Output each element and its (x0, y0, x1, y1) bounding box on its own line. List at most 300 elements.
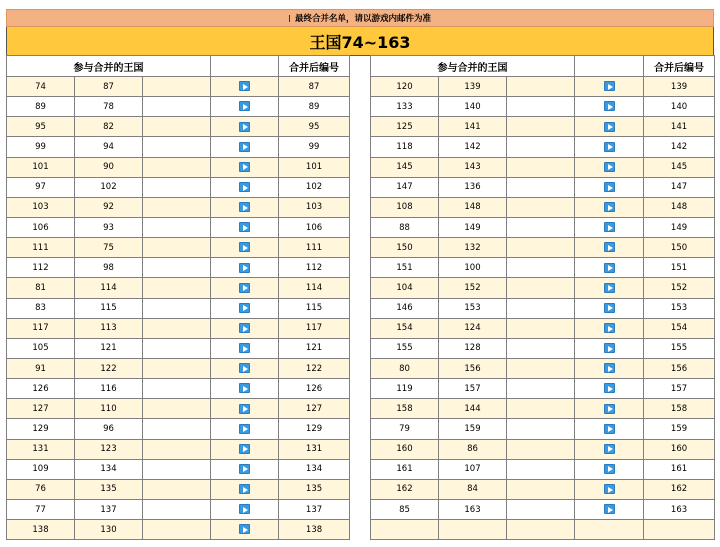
empty-cell (143, 419, 211, 439)
kingdom-b-cell: 149 (439, 217, 507, 237)
empty-cell (507, 520, 575, 540)
kingdom-a-cell: 80 (371, 358, 439, 378)
merged-number-cell: 115 (279, 298, 350, 318)
table-row (371, 197, 715, 217)
page-title: 王国74~163 (6, 27, 714, 56)
arrow-cell (575, 197, 644, 217)
table-row (7, 318, 350, 338)
empty-cell (143, 520, 211, 540)
merged-number-cell: 111 (279, 238, 350, 258)
kingdom-b-cell: 136 (439, 177, 507, 197)
kingdom-b-cell: 128 (439, 338, 507, 358)
kingdom-a-cell: 133 (371, 97, 439, 117)
arrow-cell (211, 379, 279, 399)
kingdom-b-cell: 93 (75, 217, 143, 237)
table-row (371, 479, 715, 499)
merged-number-cell (644, 520, 715, 540)
kingdom-b-cell: 139 (439, 77, 507, 97)
kingdom-b-cell: 135 (75, 479, 143, 499)
arrow-cell (575, 520, 644, 540)
arrow-cell (575, 278, 644, 298)
table-row (371, 399, 715, 419)
kingdom-b-cell: 153 (439, 298, 507, 318)
arrow-cell (211, 278, 279, 298)
merged-number-cell: 153 (644, 298, 715, 318)
play-arrow-icon (604, 504, 615, 514)
kingdom-b-cell: 137 (75, 499, 143, 519)
play-arrow-icon (604, 404, 615, 414)
play-arrow-icon (604, 81, 615, 91)
kingdom-b-cell: 94 (75, 137, 143, 157)
kingdom-a-cell: 127 (7, 399, 75, 419)
merged-number-cell: 147 (644, 177, 715, 197)
table-row (371, 358, 715, 378)
empty-cell (143, 137, 211, 157)
merged-number-cell: 159 (644, 419, 715, 439)
merged-number-cell: 121 (279, 338, 350, 358)
empty-cell (143, 358, 211, 378)
play-arrow-icon (604, 484, 615, 494)
kingdom-b-cell: 163 (439, 499, 507, 519)
play-arrow-icon (604, 142, 615, 152)
table-row (7, 258, 350, 278)
merged-number-cell: 158 (644, 399, 715, 419)
arrow-cell (211, 258, 279, 278)
kingdom-a-cell: 155 (371, 338, 439, 358)
merged-number-cell: 135 (279, 479, 350, 499)
merged-number-cell: 127 (279, 399, 350, 419)
merged-number-cell: 145 (644, 157, 715, 177)
right-table-body (371, 77, 715, 540)
play-arrow-icon (604, 222, 615, 232)
arrow-cell (211, 77, 279, 97)
empty-cell (143, 379, 211, 399)
kingdom-a-cell: 112 (7, 258, 75, 278)
play-arrow-icon (239, 222, 250, 232)
empty-cell (143, 499, 211, 519)
kingdom-b-cell: 87 (75, 77, 143, 97)
empty-cell (143, 197, 211, 217)
table-row (7, 399, 350, 419)
arrow-cell (575, 338, 644, 358)
kingdom-b-cell: 124 (439, 318, 507, 338)
arrow-cell (211, 439, 279, 459)
arrow-cell (575, 177, 644, 197)
kingdom-a-cell: 154 (371, 318, 439, 338)
empty-cell (143, 439, 211, 459)
arrow-cell (211, 137, 279, 157)
notice-marker (289, 15, 290, 22)
empty-cell (507, 238, 575, 258)
table-row (371, 520, 715, 540)
play-arrow-icon (239, 263, 250, 273)
empty-cell (507, 278, 575, 298)
play-arrow-icon (239, 323, 250, 333)
arrow-cell (575, 238, 644, 258)
arrow-cell (211, 117, 279, 137)
arrow-cell (575, 137, 644, 157)
kingdom-b-cell: 98 (75, 258, 143, 278)
kingdom-a-cell: 125 (371, 117, 439, 137)
arrow-cell (211, 399, 279, 419)
table-row (371, 499, 715, 519)
empty-cell (507, 177, 575, 197)
empty-cell (507, 77, 575, 97)
arrow-cell (575, 117, 644, 137)
empty-cell (507, 399, 575, 419)
table-row (371, 439, 715, 459)
kingdom-b-cell: 123 (75, 439, 143, 459)
arrow-cell (575, 379, 644, 399)
empty-cell (143, 97, 211, 117)
table-row (7, 499, 350, 519)
kingdom-b-cell: 141 (439, 117, 507, 137)
kingdom-a-cell: 151 (371, 258, 439, 278)
play-arrow-icon (604, 202, 615, 212)
merged-number-cell: 95 (279, 117, 350, 137)
empty-cell (507, 358, 575, 378)
kingdom-b-cell: 115 (75, 298, 143, 318)
kingdom-a-cell: 119 (371, 379, 439, 399)
kingdom-b-cell: 92 (75, 197, 143, 217)
kingdom-a-cell: 104 (371, 278, 439, 298)
play-arrow-icon (604, 182, 615, 192)
kingdom-a-cell: 74 (7, 77, 75, 97)
merged-number-cell: 160 (644, 439, 715, 459)
header-participating: 参与合并的王国 (7, 56, 211, 77)
arrow-cell (575, 77, 644, 97)
kingdom-b-cell: 157 (439, 379, 507, 399)
play-arrow-icon (239, 343, 250, 353)
kingdom-a-cell: 95 (7, 117, 75, 137)
merged-number-cell: 114 (279, 278, 350, 298)
merged-number-cell: 156 (644, 358, 715, 378)
kingdom-a-cell: 162 (371, 479, 439, 499)
kingdom-a-cell: 88 (371, 217, 439, 237)
empty-cell (507, 217, 575, 237)
kingdom-b-cell: 110 (75, 399, 143, 419)
table-row (7, 439, 350, 459)
kingdom-a-cell: 131 (7, 439, 75, 459)
empty-cell (507, 117, 575, 137)
empty-cell (143, 318, 211, 338)
kingdom-b-cell: 75 (75, 238, 143, 258)
arrow-cell (211, 177, 279, 197)
merged-number-cell: 122 (279, 358, 350, 378)
arrow-cell (575, 399, 644, 419)
play-arrow-icon (239, 101, 250, 111)
notice-bar (6, 9, 714, 27)
table-row (371, 77, 715, 97)
table-row (7, 358, 350, 378)
arrow-cell (575, 439, 644, 459)
empty-cell (143, 117, 211, 137)
table-header-row (7, 56, 350, 77)
header-blank (211, 56, 279, 77)
merged-number-cell: 154 (644, 318, 715, 338)
kingdom-a-cell: 138 (7, 520, 75, 540)
play-arrow-icon (604, 122, 615, 132)
merged-number-cell: 152 (644, 278, 715, 298)
play-arrow-icon (604, 464, 615, 474)
left-merge-table (6, 55, 350, 540)
table-row (371, 278, 715, 298)
empty-cell (507, 97, 575, 117)
arrow-cell (575, 318, 644, 338)
kingdom-b-cell: 159 (439, 419, 507, 439)
arrow-cell (575, 217, 644, 237)
empty-cell (143, 77, 211, 97)
arrow-cell (211, 217, 279, 237)
table-row (371, 238, 715, 258)
merged-number-cell: 102 (279, 177, 350, 197)
play-arrow-icon (239, 524, 250, 534)
kingdom-b-cell: 144 (439, 399, 507, 419)
empty-cell (507, 499, 575, 519)
empty-cell (507, 439, 575, 459)
empty-cell (507, 318, 575, 338)
kingdom-b-cell: 90 (75, 157, 143, 177)
play-arrow-icon (239, 283, 250, 293)
table-row (7, 177, 350, 197)
kingdom-a-cell: 150 (371, 238, 439, 258)
play-arrow-icon (239, 464, 250, 474)
header-merged: 合并后编号 (279, 56, 350, 77)
table-header-row (371, 56, 715, 77)
arrow-cell (211, 358, 279, 378)
kingdom-b-cell: 84 (439, 479, 507, 499)
play-arrow-icon (239, 363, 250, 373)
kingdom-a-cell: 161 (371, 459, 439, 479)
empty-cell (143, 399, 211, 419)
kingdom-a-cell: 111 (7, 238, 75, 258)
merged-number-cell: 150 (644, 238, 715, 258)
play-arrow-icon (604, 383, 615, 393)
play-arrow-icon (239, 444, 250, 454)
table-row (7, 419, 350, 439)
arrow-cell (575, 97, 644, 117)
kingdom-a-cell: 79 (371, 419, 439, 439)
merged-number-cell: 149 (644, 217, 715, 237)
arrow-cell (211, 157, 279, 177)
table-row (371, 379, 715, 399)
kingdom-a-cell: 120 (371, 77, 439, 97)
play-arrow-icon (239, 404, 250, 414)
header-blank (575, 56, 644, 77)
kingdom-a-cell: 106 (7, 217, 75, 237)
play-arrow-icon (604, 242, 615, 252)
play-arrow-icon (604, 101, 615, 111)
table-row (7, 77, 350, 97)
empty-cell (507, 157, 575, 177)
merged-number-cell: 155 (644, 338, 715, 358)
play-arrow-icon (604, 263, 615, 273)
merged-number-cell: 106 (279, 217, 350, 237)
kingdom-a-cell: 85 (371, 499, 439, 519)
empty-cell (507, 258, 575, 278)
kingdom-b-cell: 100 (439, 258, 507, 278)
merged-number-cell: 163 (644, 499, 715, 519)
table-row (371, 137, 715, 157)
table-row (7, 298, 350, 318)
table-row (371, 258, 715, 278)
kingdom-b-cell: 114 (75, 278, 143, 298)
kingdom-a-cell: 117 (7, 318, 75, 338)
table-row (7, 238, 350, 258)
arrow-cell (575, 419, 644, 439)
kingdom-b-cell: 142 (439, 137, 507, 157)
table-row (371, 157, 715, 177)
kingdom-b-cell: 143 (439, 157, 507, 177)
table-row (371, 117, 715, 137)
empty-cell (507, 419, 575, 439)
merged-number-cell: 137 (279, 499, 350, 519)
play-arrow-icon (604, 363, 615, 373)
merged-number-cell: 101 (279, 157, 350, 177)
play-arrow-icon (239, 81, 250, 91)
play-arrow-icon (604, 424, 615, 434)
kingdom-a-cell: 118 (371, 137, 439, 157)
table-row (7, 379, 350, 399)
merged-number-cell: 139 (644, 77, 715, 97)
table-row (7, 137, 350, 157)
merged-number-cell: 99 (279, 137, 350, 157)
kingdom-b-cell: 113 (75, 318, 143, 338)
play-arrow-icon (239, 383, 250, 393)
arrow-cell (575, 358, 644, 378)
arrow-cell (575, 157, 644, 177)
kingdom-b-cell: 152 (439, 278, 507, 298)
arrow-cell (575, 479, 644, 499)
kingdom-a-cell: 77 (7, 499, 75, 519)
merged-number-cell: 89 (279, 97, 350, 117)
kingdom-a-cell: 101 (7, 157, 75, 177)
arrow-cell (575, 298, 644, 318)
kingdom-a-cell: 97 (7, 177, 75, 197)
empty-cell (507, 459, 575, 479)
kingdom-a-cell: 103 (7, 197, 75, 217)
kingdom-b-cell: 134 (75, 459, 143, 479)
table-row (7, 117, 350, 137)
empty-cell (507, 298, 575, 318)
merged-number-cell: 141 (644, 117, 715, 137)
arrow-cell (211, 318, 279, 338)
table-row (371, 217, 715, 237)
table-row (7, 338, 350, 358)
empty-cell (507, 338, 575, 358)
table-row (7, 157, 350, 177)
kingdom-a-cell (371, 520, 439, 540)
empty-cell (507, 479, 575, 499)
arrow-cell (575, 459, 644, 479)
arrow-cell (211, 238, 279, 258)
merged-number-cell: 162 (644, 479, 715, 499)
empty-cell (143, 238, 211, 258)
table-row (7, 197, 350, 217)
table-row (7, 479, 350, 499)
merged-number-cell: 161 (644, 459, 715, 479)
kingdom-b-cell: 78 (75, 97, 143, 117)
table-row (371, 419, 715, 439)
merged-number-cell: 129 (279, 419, 350, 439)
play-arrow-icon (239, 202, 250, 212)
kingdom-b-cell: 116 (75, 379, 143, 399)
merged-number-cell: 138 (279, 520, 350, 540)
play-arrow-icon (239, 424, 250, 434)
merged-number-cell: 148 (644, 197, 715, 217)
merged-number-cell: 112 (279, 258, 350, 278)
arrow-cell (211, 97, 279, 117)
table-row (371, 298, 715, 318)
empty-cell (143, 177, 211, 197)
merged-number-cell: 134 (279, 459, 350, 479)
merged-number-cell: 103 (279, 197, 350, 217)
kingdom-b-cell: 82 (75, 117, 143, 137)
kingdom-a-cell: 158 (371, 399, 439, 419)
kingdom-a-cell: 76 (7, 479, 75, 499)
merged-number-cell: 117 (279, 318, 350, 338)
merged-number-cell: 142 (644, 137, 715, 157)
kingdom-a-cell: 108 (371, 197, 439, 217)
play-arrow-icon (604, 323, 615, 333)
kingdom-a-cell: 160 (371, 439, 439, 459)
kingdom-b-cell: 102 (75, 177, 143, 197)
play-arrow-icon (239, 122, 250, 132)
left-table-body (7, 77, 350, 540)
empty-cell (143, 298, 211, 318)
header-participating: 参与合并的王国 (371, 56, 575, 77)
play-arrow-icon (604, 343, 615, 353)
play-arrow-icon (239, 162, 250, 172)
kingdom-b-cell: 121 (75, 338, 143, 358)
kingdom-a-cell: 89 (7, 97, 75, 117)
merged-number-cell: 87 (279, 77, 350, 97)
kingdom-a-cell: 83 (7, 298, 75, 318)
kingdom-b-cell: 140 (439, 97, 507, 117)
kingdom-a-cell: 105 (7, 338, 75, 358)
kingdom-b-cell: 148 (439, 197, 507, 217)
merged-number-cell: 131 (279, 439, 350, 459)
table-row (371, 177, 715, 197)
right-merge-table (370, 55, 715, 540)
play-arrow-icon (604, 303, 615, 313)
merged-number-cell: 126 (279, 379, 350, 399)
kingdom-b-cell: 107 (439, 459, 507, 479)
table-row (371, 338, 715, 358)
arrow-cell (211, 459, 279, 479)
play-arrow-icon (604, 283, 615, 293)
table-row (7, 459, 350, 479)
play-arrow-icon (239, 303, 250, 313)
table-row (7, 217, 350, 237)
play-arrow-icon (239, 484, 250, 494)
empty-cell (143, 479, 211, 499)
table-row (7, 278, 350, 298)
kingdom-a-cell: 81 (7, 278, 75, 298)
empty-cell (143, 258, 211, 278)
arrow-cell (211, 338, 279, 358)
kingdom-a-cell: 99 (7, 137, 75, 157)
arrow-cell (575, 258, 644, 278)
merged-number-cell: 151 (644, 258, 715, 278)
play-arrow-icon (604, 444, 615, 454)
kingdom-b-cell: 86 (439, 439, 507, 459)
kingdom-b-cell: 156 (439, 358, 507, 378)
header-merged: 合并后编号 (644, 56, 715, 77)
table-row (7, 520, 350, 540)
kingdom-a-cell: 126 (7, 379, 75, 399)
kingdom-b-cell (439, 520, 507, 540)
